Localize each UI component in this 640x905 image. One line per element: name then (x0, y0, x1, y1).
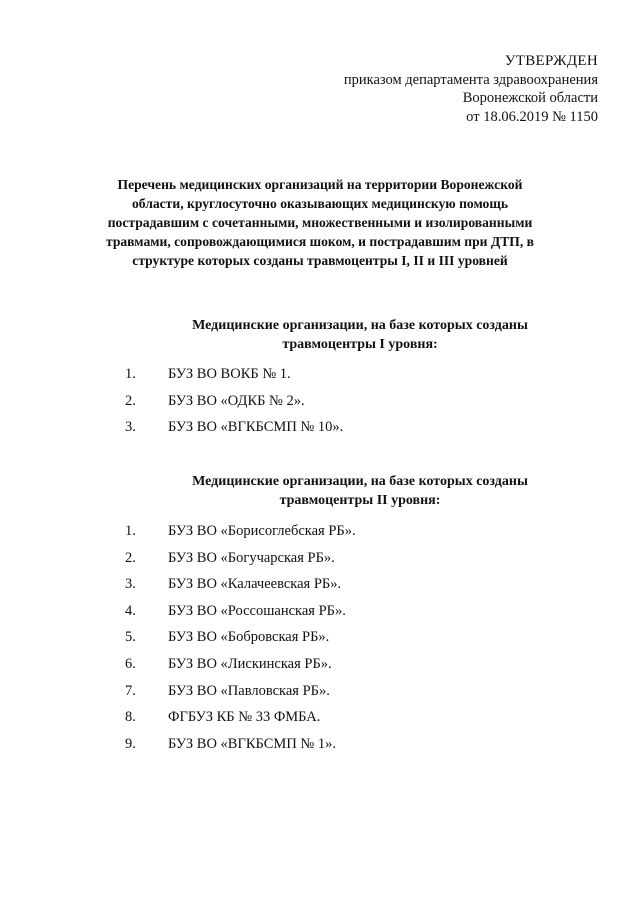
list-item (0, 364, 640, 391)
list-item (0, 654, 640, 681)
organization-name: БУЗ ВО «Лискинская РБ». (168, 655, 332, 672)
section-heading-level-2 (150, 472, 570, 510)
list-item (0, 601, 640, 628)
section-heading-level-1 (150, 316, 570, 354)
title-line: области, круглосуточно оказывающих медицинскую помощь (131, 196, 509, 211)
section-heading-line: травмоцентры I уровня: (282, 337, 438, 352)
section-heading-line: Медицинские организации, на базе которых созданы (192, 474, 528, 489)
organization-name: ФГБУЗ КБ № 33 ФМБА. (168, 709, 321, 726)
organization-name: БУЗ ВО «ОДКБ № 2». (168, 392, 305, 409)
approval-order-line: приказом департамента здравоохранения (343, 71, 598, 88)
list-item (0, 707, 640, 734)
organization-name: БУЗ ВО «Богучарская РБ». (168, 549, 335, 566)
organization-name: БУЗ ВО «Россошанская РБ». (168, 602, 346, 619)
item-number: 6. (125, 655, 136, 672)
title-line: структуре которых созданы травмоцентры I, II и III уровней (132, 253, 508, 268)
approval-date-line: от 18.06.2019 № 1150 (466, 108, 598, 125)
list-item (0, 391, 640, 418)
title-line: Перечень медицинских организаций на территории Воронежской (117, 177, 523, 192)
document-title (104, 175, 536, 270)
organization-list-level-1 (0, 364, 640, 444)
item-number: 2. (125, 392, 136, 409)
list-item (0, 548, 640, 575)
approval-heading: УТВЕРЖДЕН (504, 53, 598, 69)
list-item (0, 627, 640, 654)
item-number: 3. (125, 576, 136, 593)
item-number: 3. (125, 419, 136, 436)
title-line: травмами, сопровождающимися шоком, и пострадавшим при ДТП, в (105, 234, 534, 249)
organization-name: БУЗ ВО «Павловская РБ». (168, 682, 330, 699)
organization-name: БУЗ ВО «ВГКБСМП № 1». (168, 735, 336, 752)
list-item (0, 574, 640, 601)
item-number: 9. (125, 735, 136, 752)
section-heading-line: Медицинские организации, на базе которых созданы (192, 318, 528, 333)
list-item (0, 521, 640, 548)
item-number: 4. (125, 602, 136, 619)
organization-list-level-2 (0, 521, 640, 760)
organization-name: БУЗ ВО «ВГКБСМП № 10». (168, 419, 344, 436)
item-number: 2. (125, 549, 136, 566)
item-number: 1. (125, 366, 136, 382)
organization-name: БУЗ ВО «Бобровская РБ». (168, 629, 330, 646)
item-number: 8. (125, 709, 136, 726)
section-heading-line: травмоцентры II уровня: (279, 493, 441, 508)
organization-name: БУЗ ВО ВОКБ № 1. (168, 366, 291, 382)
approval-stamp (344, 52, 598, 126)
organization-name: БУЗ ВО «Борисоглебская РБ». (168, 523, 356, 539)
title-line: пострадавшим с сочетанными, множественными и изолированными (107, 215, 533, 230)
list-item (0, 417, 640, 444)
item-number: 1. (125, 523, 136, 539)
list-item (0, 681, 640, 708)
item-number: 5. (125, 629, 136, 646)
approval-region-line: Воронежской области (462, 90, 598, 106)
list-item (0, 734, 640, 761)
organization-name: БУЗ ВО «Калачеевская РБ». (168, 576, 342, 593)
item-number: 7. (125, 682, 136, 699)
